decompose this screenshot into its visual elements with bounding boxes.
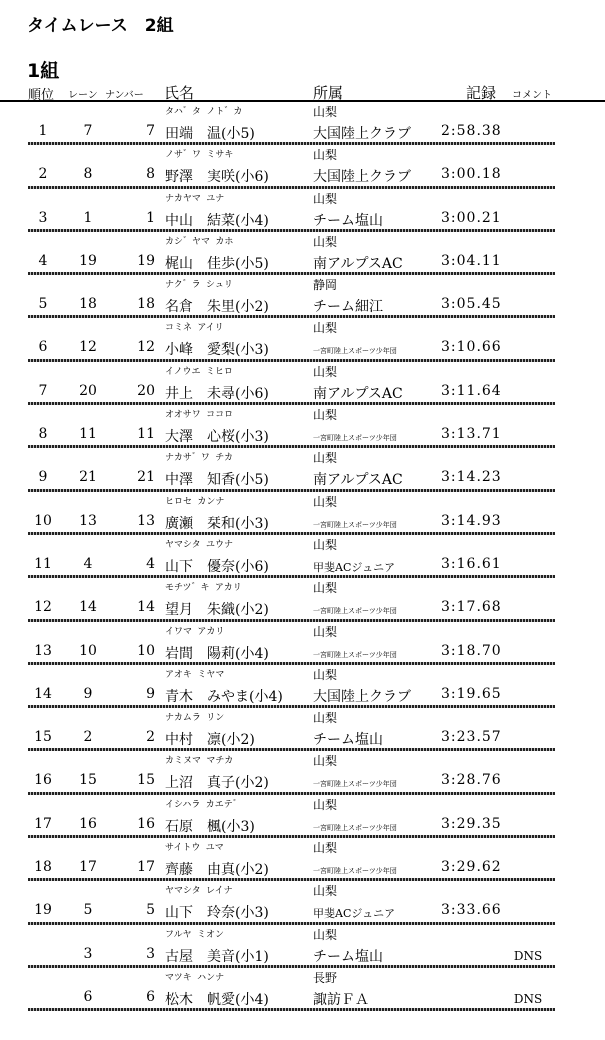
rank-cell: 12 xyxy=(34,599,52,616)
rank-cell: 13 xyxy=(34,642,52,659)
rank-cell: 9 xyxy=(38,469,48,486)
lane-cell: 18 xyxy=(79,296,97,313)
athlete-name: 中山 結菜(小4) xyxy=(165,212,269,229)
lane-cell: 6 xyxy=(83,988,93,1005)
number-cell: 16 xyxy=(137,815,155,832)
prefecture: 山梨 xyxy=(313,451,338,466)
number-cell: 4 xyxy=(146,555,155,572)
time-cell: 3:23.57 xyxy=(441,729,502,746)
comment-cell: DNS xyxy=(513,948,543,963)
prefecture: 山梨 xyxy=(313,797,338,812)
rank-cell: 8 xyxy=(38,426,48,443)
name-kana: ヒロセ カンナ xyxy=(165,496,225,507)
lane-cell: 17 xyxy=(79,859,97,876)
time-cell: 3:28.76 xyxy=(441,772,502,789)
time-cell: 3:00.18 xyxy=(441,166,502,183)
number-cell: 5 xyxy=(146,902,155,919)
name-kana: ヤマシタ ユウナ xyxy=(165,539,234,550)
athlete-name: 廣瀬 栞和(小3) xyxy=(165,515,269,532)
number-cell: 1 xyxy=(146,209,155,226)
table-row xyxy=(0,102,605,145)
header-time: 記録 xyxy=(466,84,497,102)
athlete-name: 青木 みやま(小4) xyxy=(165,688,283,705)
rank-cell: 6 xyxy=(38,339,48,356)
lane-cell: 1 xyxy=(83,209,93,226)
header-rank: 順位 xyxy=(28,88,55,103)
lane-cell: 8 xyxy=(83,166,93,183)
lane-cell: 16 xyxy=(79,815,97,832)
team-name: 南アルプスAC xyxy=(313,472,403,489)
prefecture: 長野 xyxy=(313,970,338,985)
table-row xyxy=(0,535,605,578)
lane-cell: 19 xyxy=(79,252,97,269)
time-cell: 3:29.62 xyxy=(441,859,502,876)
lane-cell: 21 xyxy=(79,469,97,486)
rank-cell: 5 xyxy=(38,296,48,313)
name-kana: フルヤ ミオン xyxy=(165,929,225,940)
name-kana: イシハラ カエテ゛ xyxy=(165,799,242,810)
prefecture: 山梨 xyxy=(313,537,338,552)
rank-cell: 18 xyxy=(34,859,52,876)
heat-title: 1組 xyxy=(27,60,60,82)
lane-cell: 4 xyxy=(83,555,93,572)
team-name: 甲斐ACジュニア xyxy=(313,560,396,574)
time-cell: 3:19.65 xyxy=(441,685,502,702)
rank-cell: 16 xyxy=(34,772,52,789)
athlete-name: 梶山 佳歩(小5) xyxy=(165,255,269,272)
team-name: 甲斐ACジュニア xyxy=(313,907,396,921)
name-kana: サイトウ ユマ xyxy=(165,843,224,854)
number-cell: 13 xyxy=(137,512,155,529)
prefecture: 山梨 xyxy=(313,754,338,769)
prefecture: 山梨 xyxy=(313,234,338,249)
lane-cell: 9 xyxy=(83,685,93,702)
prefecture: 山梨 xyxy=(313,884,338,899)
name-kana: アオキ ミヤマ xyxy=(165,669,225,680)
lane-cell: 11 xyxy=(79,426,97,443)
rank-cell: 7 xyxy=(38,382,48,399)
team-name: チーム塩山 xyxy=(313,212,383,229)
table-row xyxy=(0,318,605,361)
time-cell: 3:14.23 xyxy=(441,469,502,486)
prefecture: 山梨 xyxy=(313,191,338,206)
table-row xyxy=(0,448,605,491)
number-cell: 10 xyxy=(137,642,155,659)
prefecture: 山梨 xyxy=(313,408,338,423)
athlete-name: 古屋 美音(小1) xyxy=(165,948,269,965)
number-cell: 2 xyxy=(146,729,155,746)
team-name: 一宮町陸上スポーツ少年団 xyxy=(313,434,397,443)
prefecture: 山梨 xyxy=(313,624,338,639)
table-row xyxy=(0,925,605,968)
rank-cell: 14 xyxy=(34,685,52,702)
name-kana: イワマ アカリ xyxy=(165,626,225,637)
team-name: 大国陸上クラブ xyxy=(313,126,411,142)
lane-cell: 5 xyxy=(83,902,93,919)
prefecture: 山梨 xyxy=(313,148,338,163)
lane-cell: 13 xyxy=(79,512,97,529)
table-row xyxy=(0,665,605,708)
name-kana: タハ゛タ ノト゛カ xyxy=(165,107,243,117)
athlete-name: 中村 凛(小2) xyxy=(165,732,255,749)
name-kana: ノサ゛ワ ミサキ xyxy=(165,150,234,161)
prefecture: 山梨 xyxy=(313,841,338,856)
header-name: 氏名 xyxy=(164,84,195,102)
number-cell: 18 xyxy=(137,296,155,313)
results-table-header xyxy=(0,80,605,102)
time-cell: 3:29.35 xyxy=(441,815,502,832)
prefecture: 山梨 xyxy=(313,321,338,336)
time-cell: 3:11.64 xyxy=(441,382,502,399)
page-title: タイムレース 2組 xyxy=(27,16,174,36)
rank-cell: 17 xyxy=(34,815,52,832)
table-row xyxy=(0,622,605,665)
lane-cell: 10 xyxy=(79,642,97,659)
name-kana: ナク゛ラ シュリ xyxy=(165,280,233,291)
athlete-name: 山下 玲奈(小3) xyxy=(165,905,269,922)
name-kana: ナカサ゛ワ チカ xyxy=(165,453,234,464)
athlete-name: 中澤 知香(小5) xyxy=(165,472,269,489)
table-row xyxy=(0,189,605,232)
athlete-name: 齊藤 由真(小2) xyxy=(165,862,269,879)
rank-cell: 19 xyxy=(34,902,52,919)
number-cell: 14 xyxy=(137,599,155,616)
team-name: 一宮町陸上スポーツ少年団 xyxy=(313,347,397,356)
team-name: 諏訪ＦＡ xyxy=(313,991,369,1008)
name-kana: ナカヤマ ユナ xyxy=(165,193,225,204)
name-kana: カミヌマ マチカ xyxy=(165,756,234,767)
table-row xyxy=(0,275,605,318)
header-team: 所属 xyxy=(313,84,344,102)
team-name: 大国陸上クラブ xyxy=(313,169,411,186)
time-cell: 3:04.11 xyxy=(441,252,502,269)
header-comment: コメント xyxy=(512,90,552,101)
prefecture: 山梨 xyxy=(313,667,338,682)
time-cell: 3:14.93 xyxy=(441,512,502,529)
table-row xyxy=(0,881,605,924)
rank-cell: 2 xyxy=(38,166,48,183)
team-name: 一宮町陸上スポーツ少年団 xyxy=(313,607,397,616)
athlete-name: 松木 帆愛(小4) xyxy=(165,991,269,1008)
prefecture: 山梨 xyxy=(313,711,338,726)
rank-cell: 4 xyxy=(38,252,48,269)
athlete-name: 名倉 朱里(小2) xyxy=(165,299,269,316)
time-cell: 3:16.61 xyxy=(441,555,502,572)
rank-cell: 11 xyxy=(34,555,52,572)
lane-cell: 15 xyxy=(79,772,97,789)
number-cell: 11 xyxy=(137,426,155,443)
header-lane: レーン xyxy=(68,90,98,101)
table-row xyxy=(0,838,605,881)
time-cell: 3:17.68 xyxy=(441,599,502,616)
rank-cell: 1 xyxy=(38,123,48,139)
comment-cell: DNS xyxy=(513,991,543,1006)
athlete-name: 上沼 真子(小2) xyxy=(165,775,269,792)
number-cell: 7 xyxy=(146,123,155,139)
lane-cell: 3 xyxy=(83,945,93,962)
athlete-name: 岩間 陽莉(小4) xyxy=(165,645,269,662)
prefecture: 山梨 xyxy=(313,105,338,119)
time-cell: 3:10.66 xyxy=(441,339,502,356)
table-row xyxy=(0,145,605,188)
table-row xyxy=(0,232,605,275)
athlete-name: 望月 朱織(小2) xyxy=(165,602,269,619)
athlete-name: 山下 優奈(小6) xyxy=(165,558,269,575)
number-cell: 19 xyxy=(137,252,155,269)
team-name: 大国陸上クラブ xyxy=(313,688,411,705)
table-row xyxy=(0,795,605,838)
results-table-body xyxy=(0,102,605,1011)
lane-cell: 7 xyxy=(83,123,93,139)
table-row xyxy=(0,578,605,621)
number-cell: 3 xyxy=(146,945,155,962)
team-name: チーム塩山 xyxy=(313,948,383,965)
team-name: 一宮町陸上スポーツ少年団 xyxy=(313,650,397,659)
time-cell: 3:33.66 xyxy=(441,902,502,919)
number-cell: 17 xyxy=(137,859,155,876)
rank-cell: 10 xyxy=(34,512,52,529)
name-kana: モチツ゛キ アカリ xyxy=(165,583,242,594)
prefecture: 山梨 xyxy=(313,927,338,942)
name-kana: マツキ ハンナ xyxy=(165,972,225,983)
number-cell: 12 xyxy=(137,339,155,356)
team-name: 南アルプスAC xyxy=(313,385,403,402)
table-row xyxy=(0,751,605,794)
team-name: 一宮町陸上スポーツ少年団 xyxy=(313,823,397,832)
prefecture: 山梨 xyxy=(313,494,338,509)
athlete-name: 野澤 実咲(小6) xyxy=(165,169,269,186)
time-cell: 3:00.21 xyxy=(441,209,502,226)
table-row xyxy=(0,968,605,1011)
name-kana: イノウエ ミヒロ xyxy=(165,366,233,377)
team-name: 一宮町陸上スポーツ少年団 xyxy=(313,780,397,789)
time-cell: 3:13.71 xyxy=(441,426,502,443)
athlete-name: 田端 温(小5) xyxy=(165,126,255,142)
athlete-name: 石原 楓(小3) xyxy=(165,818,255,835)
prefecture: 静岡 xyxy=(313,278,338,293)
lane-cell: 14 xyxy=(79,599,97,616)
team-name: 一宮町陸上スポーツ少年団 xyxy=(313,867,397,876)
number-cell: 20 xyxy=(137,382,155,399)
time-cell: 3:18.70 xyxy=(441,642,502,659)
table-row xyxy=(0,405,605,448)
name-kana: カシ゛ヤマ カホ xyxy=(165,236,234,247)
prefecture: 山梨 xyxy=(313,364,338,379)
time-cell: 2:58.38 xyxy=(441,123,502,139)
team-name: 南アルプスAC xyxy=(313,255,403,272)
number-cell: 15 xyxy=(137,772,155,789)
rank-cell: 3 xyxy=(38,209,48,226)
athlete-name: 大澤 心桜(小3) xyxy=(165,429,269,446)
athlete-name: 井上 未尋(小6) xyxy=(165,385,269,402)
team-name: チーム細江 xyxy=(313,299,383,316)
lane-cell: 2 xyxy=(83,729,93,746)
lane-cell: 12 xyxy=(79,339,97,356)
name-kana: ナカムラ リン xyxy=(165,713,225,724)
number-cell: 8 xyxy=(146,166,155,183)
team-name: チーム塩山 xyxy=(313,732,383,749)
number-cell: 21 xyxy=(137,469,155,486)
athlete-name: 小峰 愛梨(小3) xyxy=(165,342,269,359)
name-kana: ヤマシタ レイナ xyxy=(165,886,233,897)
rank-cell: 15 xyxy=(34,729,52,746)
name-kana: コミネ アイリ xyxy=(165,323,224,334)
lane-cell: 20 xyxy=(79,382,97,399)
header-number: ナンバー xyxy=(105,90,144,101)
table-row xyxy=(0,362,605,405)
time-cell: 3:05.45 xyxy=(441,296,502,313)
prefecture: 山梨 xyxy=(313,581,338,596)
table-row xyxy=(0,708,605,751)
table-row xyxy=(0,492,605,535)
team-name: 一宮町陸上スポーツ少年団 xyxy=(313,520,397,529)
number-cell: 9 xyxy=(146,685,155,702)
name-kana: オオサワ ココロ xyxy=(165,410,234,421)
number-cell: 6 xyxy=(146,988,155,1005)
